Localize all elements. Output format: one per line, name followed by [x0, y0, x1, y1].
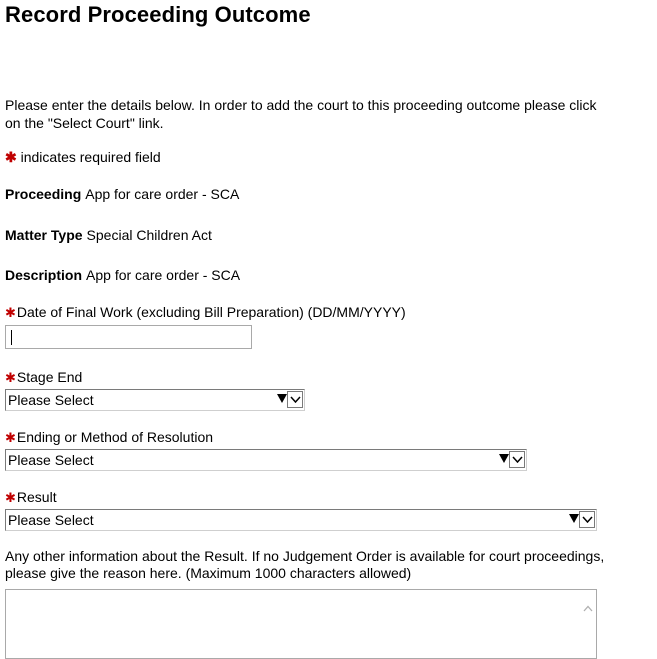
proceeding-row: [5, 186, 239, 202]
proceeding-value: App for care order - SCA: [85, 186, 240, 202]
asterisk-icon: ✱: [5, 430, 16, 445]
ending-label: [5, 429, 213, 446]
result-label: [5, 489, 57, 506]
stage-end-selected: Please Select: [8, 392, 94, 408]
date-field-label: [5, 304, 406, 321]
description-label: Description: [5, 267, 83, 283]
ending-method-select[interactable]: [5, 449, 527, 471]
matter-type-value: Special Children Act: [86, 227, 212, 243]
proceeding-label: Proceeding: [5, 186, 82, 202]
textarea-scrollbar[interactable]: [580, 590, 596, 658]
chevron-down-icon[interactable]: [287, 391, 303, 408]
intro-text: Please enter the details below. In order to add the court to this proceeding outcome please click on the "Select Court" link.: [5, 97, 597, 131]
date-of-final-work-input[interactable]: [5, 325, 252, 349]
required-note-text: indicates required field: [20, 149, 161, 165]
result-selected: Please Select: [8, 512, 94, 528]
result-select[interactable]: [5, 509, 597, 531]
description-row: [5, 267, 240, 283]
asterisk-icon: ✱: [5, 370, 16, 385]
dropdown-triangle-icon: [277, 394, 287, 403]
asterisk-icon: ✱: [5, 149, 17, 165]
page-title: Record Proceeding Outcome: [5, 2, 311, 27]
chevron-down-icon[interactable]: [509, 451, 525, 468]
other-info-label: Any other information about the Result. If no Judgement Order is available for court proceedings, please give the reason here. (Maximum 1000 characters allowed): [5, 548, 605, 581]
date-label-text: Date of Final Work (excluding Bill Preparation) (DD/MM/YYYY): [16, 304, 406, 320]
stage-end-label-text: Stage End: [16, 369, 83, 385]
required-note: [5, 149, 161, 166]
dropdown-triangle-icon: [499, 454, 509, 463]
other-info-textarea[interactable]: [5, 589, 597, 659]
asterisk-icon: ✱: [5, 305, 16, 320]
result-label-text: Result: [16, 489, 57, 505]
matter-type-label: Matter Type: [5, 227, 83, 243]
dropdown-triangle-icon: [569, 514, 579, 523]
asterisk-icon: ✱: [5, 490, 16, 505]
ending-selected: Please Select: [8, 452, 94, 468]
matter-type-row: [5, 227, 212, 243]
stage-end-select[interactable]: [5, 389, 305, 411]
description-value: App for care order - SCA: [86, 267, 241, 283]
ending-label-text: Ending or Method of Resolution: [16, 429, 214, 445]
chevron-down-icon[interactable]: [579, 511, 595, 528]
chevron-up-icon[interactable]: [583, 605, 593, 612]
text-caret: [11, 330, 12, 345]
stage-end-label: [5, 369, 82, 386]
